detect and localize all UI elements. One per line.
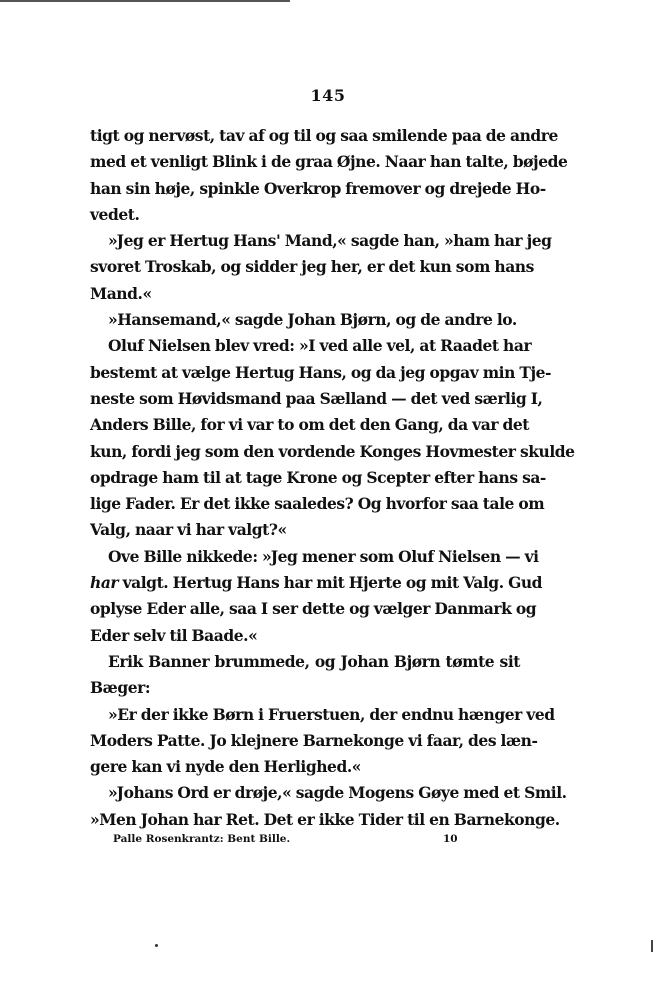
text-line: med et venligt Blink i de graa Øjne. Naar han talte, bøjede — [90, 152, 568, 172]
text-line: gere kan vi nyde den Herlighed.« — [90, 757, 362, 777]
text-line: bestemt at vælge Hertug Hans, og da jeg opgav min Tje- — [90, 362, 552, 382]
footer-signature: Palle Rosenkrantz: Bent Bille. — [113, 833, 291, 845]
scan-speck — [155, 944, 158, 947]
text-line: svoret Troskab, og sidder jeg her, er det kun som hans — [90, 257, 534, 277]
page-number: 145 — [310, 86, 346, 105]
footer — [113, 833, 473, 851]
text-line: Mand.« — [90, 283, 152, 303]
text-line: Oluf Nielsen blev vred: »I ved alle vel, at Raadet har — [108, 336, 532, 356]
emphasis: har — [90, 573, 119, 593]
text-line: neste som Høvidsmand paa Sælland — det ved særlig I, — [90, 388, 543, 408]
text-line — [90, 570, 543, 596]
text-line: »Johans Ord er drøje,« sagde Mogens Gøye med et Smil. — [108, 783, 567, 803]
text-line: Bæger: — [90, 678, 151, 698]
text-line: vedet. — [90, 204, 140, 224]
body-text — [90, 123, 575, 833]
footer-sheet-number: 10 — [443, 833, 458, 845]
text-line: Valg, naar vi har valgt?« — [90, 520, 287, 540]
text-line: »Hansemand,« sagde Johan Bjørn, og de andre lo. — [108, 310, 517, 330]
text-line: Ove Bille nikkede: »Jeg mener som Oluf Nielsen — vi — [108, 546, 539, 566]
text-line: kun, fordi jeg som den vordende Konges Hovmester skulde — [90, 441, 575, 461]
text-line: »Jeg er Hertug Hans' Mand,« sagde han, »ham har jeg — [108, 231, 552, 251]
text-line: Erik Banner brummede, og Johan Bjørn tømte sit — [108, 651, 520, 671]
top-rule — [0, 0, 290, 2]
text-line-rest: valgt. Hertug Hans har mit Hjerte og mit Valg. Gud — [118, 573, 543, 593]
text-line: oplyse Eder alle, saa I ser dette og vælger Danmark og — [90, 599, 537, 619]
text-line: opdrage ham til at tage Krone og Scepter efter hans sa- — [90, 467, 546, 487]
text-line: Moders Patte. Jo klejnere Barnekonge vi faar, des læn- — [90, 730, 538, 750]
text-line: tigt og nervøst, tav af og til og saa smilende paa de andre — [90, 126, 558, 145]
text-line: lige Fader. Er det ikke saaledes? Og hvorfor saa tale om — [90, 494, 545, 514]
text-line: »Er der ikke Børn i Fruerstuen, der endnu hænger ved — [108, 704, 555, 724]
text-line: »Men Johan har Ret. Det er ikke Tider til en Barnekonge. — [90, 809, 560, 829]
text-line: Anders Bille, for vi var to om det den Gang, da var det — [90, 415, 530, 435]
text-line: han sin høje, spinkle Overkrop fremover og drejede Ho- — [90, 178, 546, 198]
scan-edge-mark — [651, 940, 653, 952]
text-line: Eder selv til Baade.« — [90, 625, 258, 645]
